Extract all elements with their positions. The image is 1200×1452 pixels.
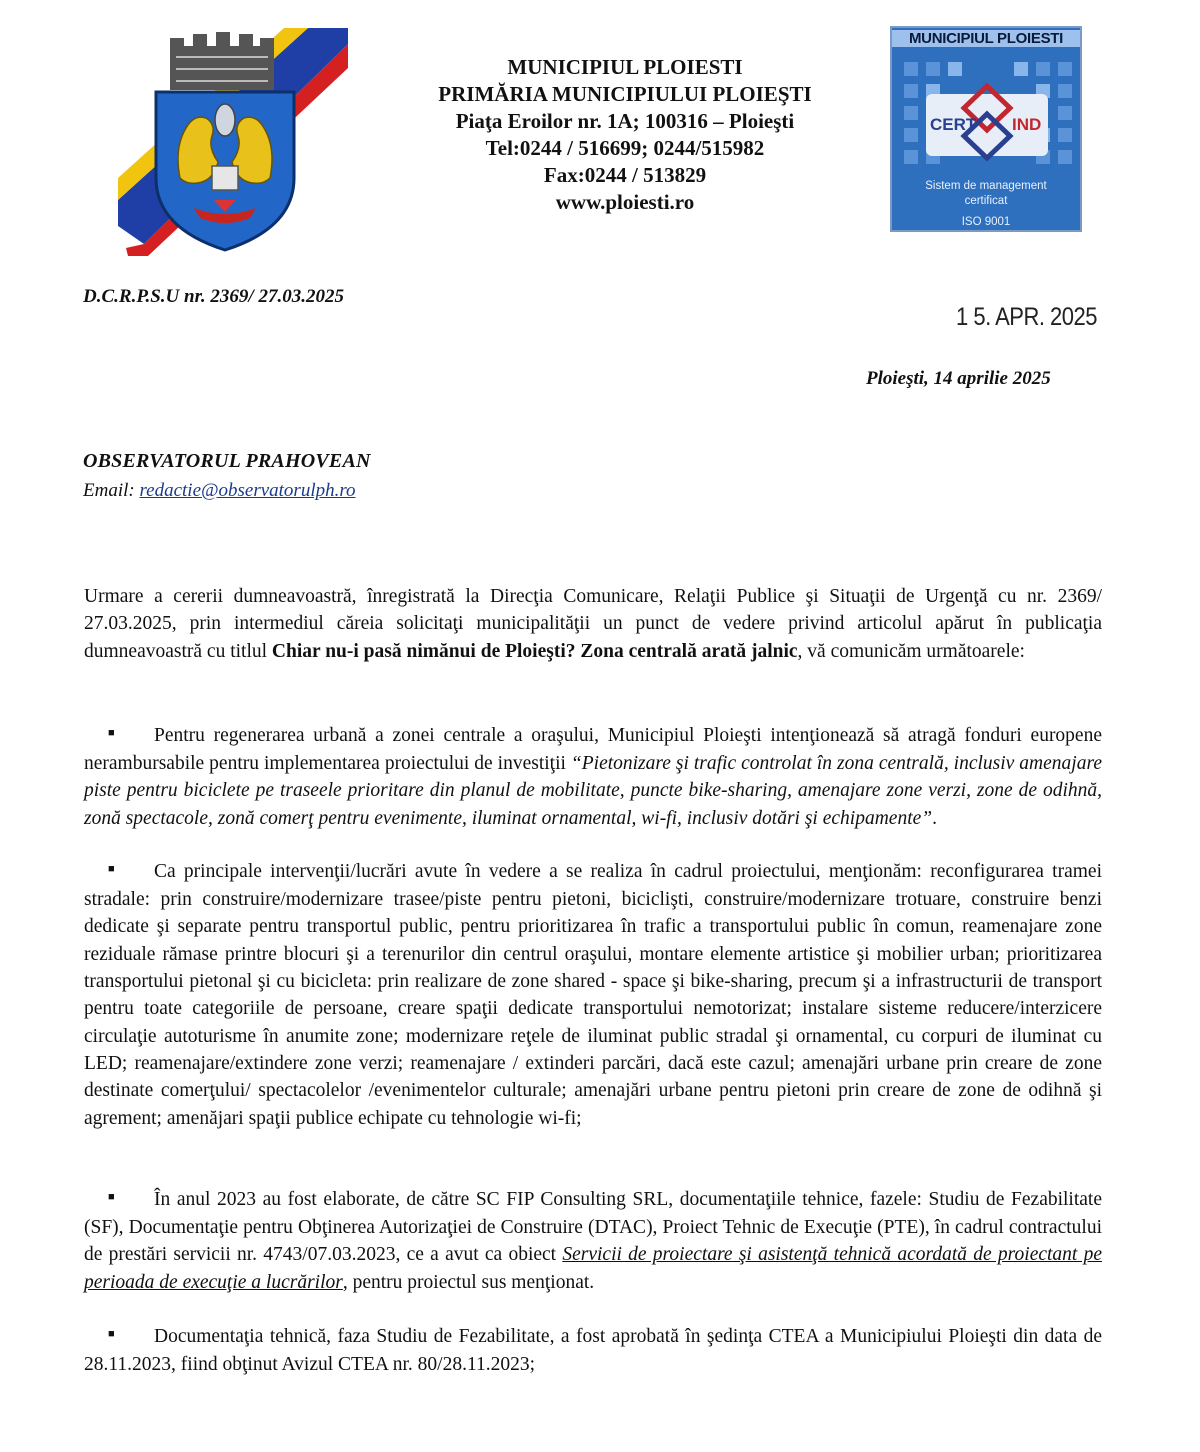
badge-logo-ind: IND xyxy=(1012,115,1042,134)
received-date-stamp: 1 5. APR. 2025 xyxy=(956,302,1097,331)
b1-text: Pentru regenerarea urbană a zonei centrale a oraşului, Municipiul Ploieşti intenţionează să atragă fonduri europene nerambursabile pentru implementarea proiectului de investiţii xyxy=(84,725,1102,775)
badge-text-line1: Sistem de management xyxy=(925,180,1047,192)
intro-text: Urmare a cererii dumneavoastră, înregistrată la Direcţia Comunicare, Relaţii Publice şi Situaţii de Urgenţă cu nr. 2369/ 27.03.2025, prin intermediul căreia solicitaţi municipalităţii un punct de vedere privind articolul apărut în publicaţia dumneavoastră cu titlul xyxy=(84,586,1102,662)
bullet-icon: ■ xyxy=(108,862,115,875)
email-link[interactable]: redactie@observatorulph.ro xyxy=(139,480,356,501)
article-title: Chiar nu-i pasă nimănui de Ploieşti? Zona centrală arată jalnic xyxy=(271,640,798,662)
recipient-name: OBSERVATORUL PRAHOVEAN xyxy=(83,450,371,472)
b2-text: Ca principale intervenţii/lucrări avute în vedere a se realiza în cadrul proiectului, menţionăm: reconfigurarea tramei stradale: prin construire/modernizare trasee/piste pentru pietoni, biciclişti, construire/modernizare trotuare, construire benzi dedicate şi separate pentru transportul public, pentru prioritizarea în trafic a transportului public în comun, reamenajare zone reziduale rămase printre blocuri şi a terenurilor din centrul oraşului, montare elemente artistice şi mobilier urban; prioritizarea transportului pietonal şi cu bicicleta: prin realizare de zone shared - space şi bike-sharing, precum şi a infrastructurii de transport pentru toate categoriile de persoane, creare spaţii dedicate transportului nemotorizat; instalare sisteme reducere/interzicere circulaţie autoturisme în anumite zone; modernizare reţele de iluminat public stradal şi ornamental, cu corpuri de iluminat cu LED; reamenajare/extindere zone verzi; reamenajare / extinderi parcări, dacă este cazul; amenajări urbane prin creare de zone destinate comerţului/ spectacolelor /evenimentelor culturale; amenajări urbane pentru pietoni prin creare de zone de odihnă şi agrement; amenăjari spaţii publice echipate cu tehnologie wi-fi; xyxy=(84,861,1102,1129)
intro-ending: , vă comunicăm următoarele: xyxy=(797,640,1025,662)
badge-text-line2: certificat xyxy=(964,195,1008,207)
intro-paragraph xyxy=(84,583,1102,665)
header-phone: Tel:0244 / 516699; 0244/515982 xyxy=(485,136,765,160)
iso-certification-badge xyxy=(890,26,1082,232)
header-fax: Fax:0244 / 513829 xyxy=(543,163,707,187)
header-website: www.ploiesti.ro xyxy=(555,190,695,214)
ploiesti-coat-of-arms xyxy=(118,28,348,256)
badge-title: MUNICIPIUL PLOIESTI xyxy=(892,30,1080,47)
bullet-icon: ■ xyxy=(108,726,115,739)
badge-iso: ISO 9001 xyxy=(961,216,1011,228)
contract-object: Servicii de proiectare şi asistenţă tehnică acordată de proiectant pe perioada de execuţie a lucrărilor xyxy=(84,1244,1102,1293)
recipient-email-line xyxy=(83,480,356,502)
bullet-paragraph-3 xyxy=(84,1186,1102,1296)
bullet-paragraph-4 xyxy=(84,1323,1102,1378)
bullet-paragraph-1 xyxy=(84,722,1102,832)
project-title: “Pietonizare şi trafic controlat în zona centrală, inclusiv amenajare piste pentru biciclete pe traseele prioritare din planul de mobilitate, puncte bike-sharing, amenajare zone verzi, zone de odihnă, zonă spectacole, zonă comerţ pentru evenimente, iluminat ornamental, wi-fi, inclusiv dotări şi echipamente” xyxy=(84,753,1102,829)
b3-end: , pentru proiectul sus menţionat. xyxy=(342,1271,595,1293)
badge-logo-cert: CERT xyxy=(930,115,977,134)
registration-number: D.C.R.P.S.U nr. 2369/ 27.03.2025 xyxy=(83,286,344,307)
header-city-hall: PRIMĂRIA MUNICIPIULUI PLOIEŞTI xyxy=(438,82,812,106)
header-address: Piaţa Eroilor nr. 1A; 100316 – Ploieşti xyxy=(455,109,795,133)
bullet-paragraph-2 xyxy=(84,858,1102,1132)
b4-text: Documentaţia tehnică, faza Studiu de Fezabilitate, a fost aprobată în şedinţa CTEA a Municipiului Ploieşti din data de 28.11.2023, fiind obţinut Avizul CTEA nr. 80/28.11.2023; xyxy=(84,1326,1102,1376)
b3-text: În anul 2023 au fost elaborate, de către SC FIP Consulting SRL, documentaţiile tehnice, fazele: Studiu de Fezabilitate (SF), Documentaţie pentru Obţinerea Autorizaţiei de Construire (DTAC), Proiect Tehnic de Execuţie (PTE), în cadrul contractului de prestări servicii nr. 4743/07.03.2023, ce a avut ca obiect xyxy=(84,1189,1102,1266)
institution-header xyxy=(360,54,890,216)
b1-end: . xyxy=(932,807,937,829)
bullet-icon: ■ xyxy=(108,1190,115,1203)
certind-logo xyxy=(922,80,1052,164)
bullet-icon: ■ xyxy=(108,1327,115,1340)
email-label: Email: xyxy=(83,480,140,501)
header-municipality: MUNICIPIUL PLOIESTI xyxy=(507,55,743,79)
place-and-date: Ploieşti, 14 aprilie 2025 xyxy=(866,368,1051,389)
